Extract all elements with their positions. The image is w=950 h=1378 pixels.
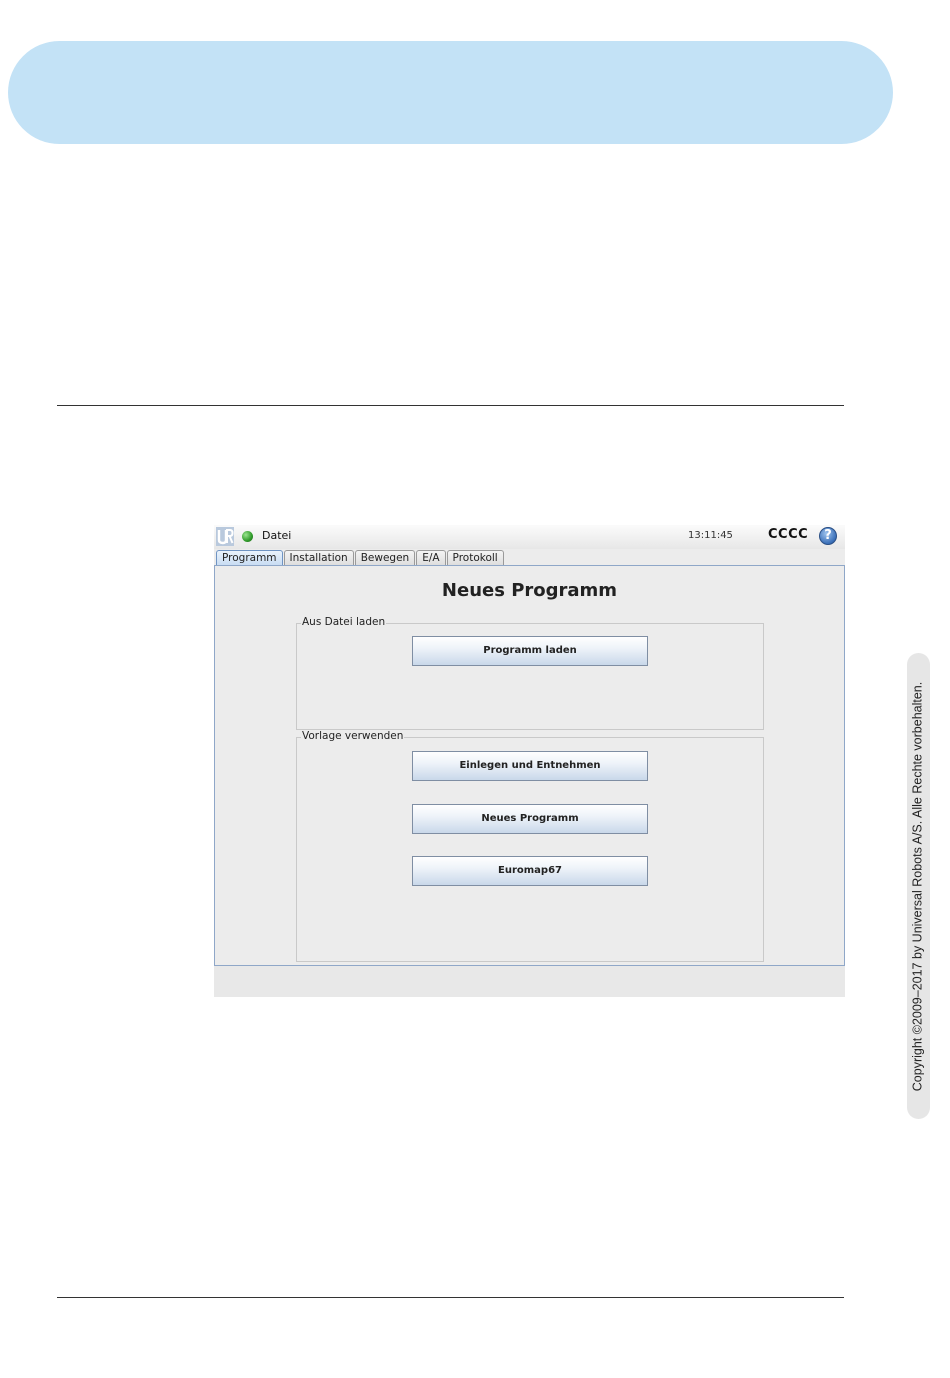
clock: 13:11:45 [688,530,733,541]
tab-bar [216,550,505,566]
polyscope-screenshot [214,525,845,997]
ur-logo [216,527,234,546]
load-group-label: Aus Datei laden [302,616,386,628]
copyright-pill [907,653,930,1119]
status-strip [214,966,845,997]
copyright-text: Copyright ©2009–2017 by Universal Robots A/S. Alle Rechte vorbehalten. [910,681,925,1092]
load-from-file-group [296,616,764,730]
new-program-button[interactable]: Neues Programm [412,804,648,834]
euromap67-button[interactable]: Euromap67 [412,856,648,886]
page-header-band [8,41,893,144]
robot-name: CCCC [768,527,809,542]
program-panel [214,565,845,966]
page-title: Neues Programm [441,580,618,601]
file-menu[interactable]: Datei [262,529,292,542]
tab-ea[interactable]: E/A [416,550,445,566]
bottom-divider [57,1297,844,1298]
globe-icon [242,531,253,542]
template-group-label: Vorlage verwenden [302,730,404,742]
tab-protokoll[interactable]: Protokoll [447,550,504,566]
tab-installation[interactable]: Installation [284,550,354,566]
tab-programm[interactable]: Programm [216,550,283,566]
use-template-group [296,730,764,962]
tab-bewegen[interactable]: Bewegen [355,550,416,566]
top-divider [57,405,844,406]
help-icon[interactable]: ? [819,527,837,545]
title-bar [214,525,845,549]
pick-and-place-button[interactable]: Einlegen und Entnehmen [412,751,648,781]
load-program-button[interactable]: Programm laden [412,636,648,666]
